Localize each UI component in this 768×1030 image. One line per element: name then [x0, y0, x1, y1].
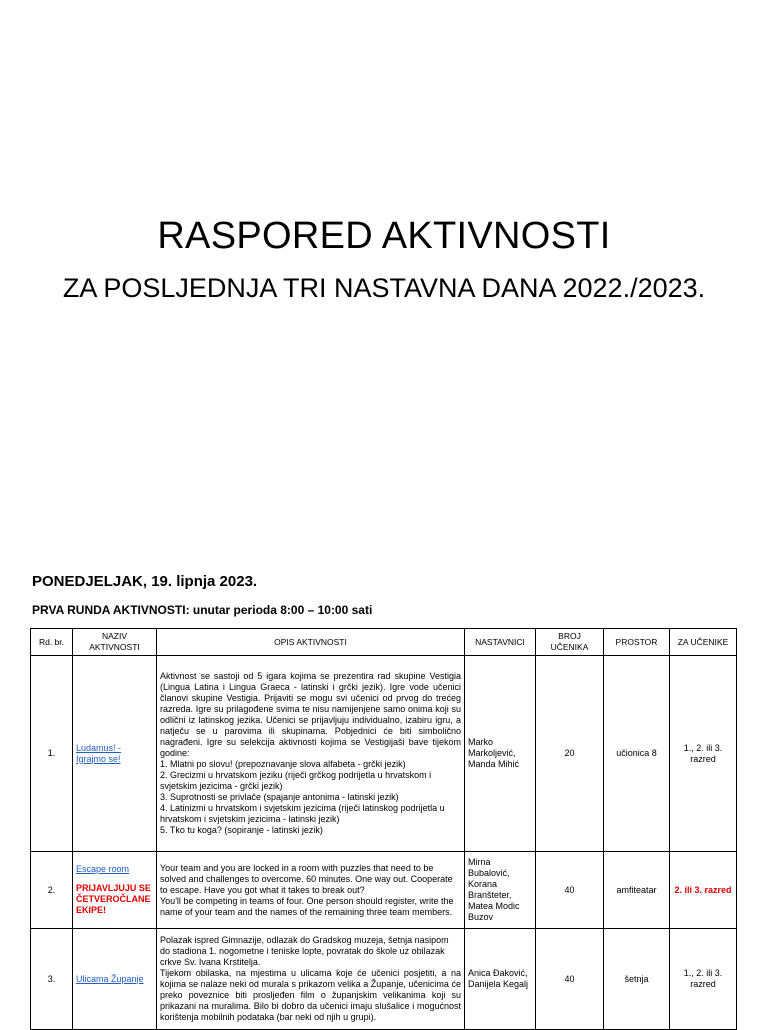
- col-header-count: BROJ UČENIKA: [536, 629, 604, 656]
- table-row: [31, 852, 737, 929]
- row-number: 1.: [31, 656, 73, 852]
- col-header-room: PROSTOR: [604, 629, 670, 656]
- activity-description: [157, 929, 465, 1030]
- page-subtitle: ZA POSLJEDNJA TRI NASTAVNA DANA 2022./2023.: [62, 273, 706, 303]
- table-row: [31, 656, 737, 852]
- registration-note: PRIJAVLJUJU SE ČETVEROČLANE EKIPE!: [76, 883, 151, 915]
- description-line: 1. Mlatni po slovu! (prepoznavanje slova alfabeta - grčki jezik): [160, 759, 406, 769]
- activity-description: [157, 656, 465, 852]
- description-line: 3. Suprotnosti se privlače (spajanje antonima - latinski jezik): [160, 792, 399, 802]
- table-row: [31, 929, 737, 1030]
- description-paragraph: Your team and you are locked in a room with puzzles that need to be solved and challenges to overcome. 60 minutes. One way out. Cooperate to escape. Have you got what it takes to break out?: [160, 862, 453, 895]
- room-cell: šetnja: [604, 929, 670, 1030]
- teachers-cell: Anica Đaković, Danijela Kegalj: [465, 929, 536, 1030]
- activity-link[interactable]: Ludamus! - Igrajmo se!: [76, 742, 122, 764]
- table-header-row: [31, 629, 737, 656]
- teachers-cell: Mirna Bubalović, Korana Branšteter, Matea Modic Buzov: [465, 852, 536, 929]
- description-paragraph: Aktivnost se sastoji od 5 igara kojima se prezentira rad skupine Vestigia (Lingua Latina i Lingua Graeca - latinski i grčki jezik). Igre vode učenici članovi skupine Vestigia. Prijaviti se mogu svi učenici od prvog do trećeg razreda. Igre su prilagođene svima te nisu namijenjene samo onima koji su odlični iz latinskog jezika. Učenici se prijavljuju individualno, izabiru igru, a natječu se u parovima ili skupinama. Pobjednici će biti simbolično nagrađeni. Igre su selekcija aktivnosti kojima se Vestigijaši bave tijekom godine:: [160, 671, 461, 758]
- activity-description: [157, 852, 465, 929]
- room-cell: amfiteatar: [604, 852, 670, 929]
- student-count: 20: [536, 656, 604, 852]
- description-line: 5. Tko tu koga? (sopiranje - latinski jezik): [160, 825, 323, 835]
- activity-link[interactable]: Ulicama Županje: [76, 973, 144, 984]
- description-paragraph: You'll be competing in teams of four. One person should register, write the name of your team and the names of the remaining three team members.: [160, 895, 454, 917]
- row-number: 2.: [31, 852, 73, 929]
- col-header-name: NAZIV AKTIVNOSTI: [73, 629, 157, 656]
- activity-link[interactable]: Escape room: [76, 864, 130, 874]
- student-count: 40: [536, 929, 604, 1030]
- col-header-grades: ZA UČENIKE: [670, 629, 737, 656]
- row-number: 3.: [31, 929, 73, 1030]
- room-cell: učionica 8: [604, 656, 670, 852]
- description-paragraph: Polazak ispred Gimnazije, odlazak do Gradskog muzeja, šetnja nasipom do stadiona 1. nogometne i teniske lopte, povratak do škole uz obilazak crkve Sv. Ivana Krstitelja.: [160, 935, 449, 967]
- col-header-number: Rd. br.: [31, 629, 73, 656]
- description-line: 2. Grecizmi u hrvatskom jeziku (riječi grčkog podrijetla u hrvatskom i svjetskim jezicima - grčki jezik): [160, 770, 432, 791]
- activity-name-cell: [73, 929, 157, 1030]
- activity-name-cell: [73, 656, 157, 852]
- description-line: 4. Latinizmi u hrvatskom i svjetskim jezicima (riječi latinskog podrijetla u hrvatskom i svjetskim jezicima - latinski jezik): [160, 803, 445, 824]
- day-heading: PONEDJELJAK, 19. lipnja 2023.: [32, 573, 258, 590]
- description-paragraph: Tijekom obilaska, na mjestima u ulicama koje će učenici posjetiti, a na kojima se nalaze neki od murala s prikazom velika a Županje, učenicima će preko poveznice biti prosljeđen film o županjskim velikanima koji su prikazani na muralima. Bilo bi dobro da učenici imaju slušalice i mogućnost korištenja mobilnih podataka (bar neki od njih u grupi).: [160, 968, 461, 1022]
- student-count: 40: [536, 852, 604, 929]
- activities-table: [30, 628, 737, 1030]
- grades-cell: 2. ili 3. razred: [670, 852, 737, 929]
- col-header-teachers: NASTAVNICI: [465, 629, 536, 656]
- teachers-cell: Marko Markoljević, Manda Mihić: [465, 656, 536, 852]
- col-header-description: OPIS AKTIVNOSTI: [157, 629, 465, 656]
- round-heading: PRVA RUNDA AKTIVNOSTI: unutar perioda 8:00 – 10:00 sati: [32, 603, 373, 617]
- activity-name-cell: [73, 852, 157, 929]
- page-title: RASPORED AKTIVNOSTI: [157, 215, 611, 257]
- grades-cell: 1., 2. ili 3. razred: [670, 656, 737, 852]
- grades-cell: 1., 2. ili 3. razred: [670, 929, 737, 1030]
